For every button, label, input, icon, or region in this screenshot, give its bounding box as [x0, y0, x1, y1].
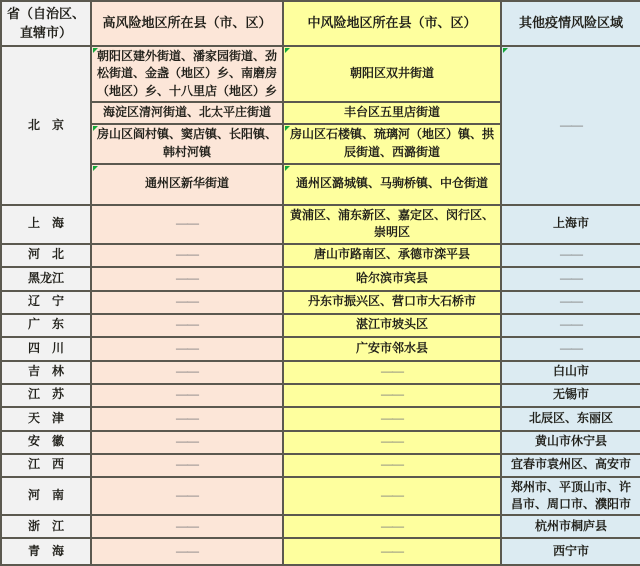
cell-text: 通州区新华街道 — [144, 176, 229, 191]
cell-text: 朝阳区建外街道、潘家园街道、劲松街道、金盏（地区）乡、南磨房（地区）乡、十八里店（地区）乡 — [96, 49, 277, 98]
medium-risk-cell: —— — [283, 538, 501, 565]
excel-error-marker-icon — [93, 48, 98, 53]
other-risk-cell: 杭州市桐庐县 — [501, 515, 640, 538]
excel-error-marker-icon — [285, 48, 290, 53]
medium-risk-cell: —— — [283, 407, 501, 431]
high-risk-cell: —— — [91, 361, 283, 384]
high-risk-cell: —— — [91, 454, 283, 477]
medium-risk-cell: —— — [283, 454, 501, 477]
province-cell: 江 西 — [1, 454, 91, 477]
high-risk-cell: —— — [91, 314, 283, 337]
province-cell: 河 南 — [1, 477, 91, 516]
excel-error-marker-icon — [93, 166, 98, 171]
header-row — [1, 1, 640, 46]
province-cell: 青 海 — [1, 538, 91, 565]
cell-text: 朝阳区双井街道 — [349, 66, 434, 81]
high-risk-cell — [91, 124, 283, 164]
table-row-tianjin — [1, 407, 640, 431]
medium-risk-cell: 丹东市振兴区、营口市大石桥市 — [283, 291, 501, 314]
table-row-jiangxi — [1, 454, 640, 477]
high-risk-cell: —— — [91, 538, 283, 565]
medium-risk-cell: 湛江市坡头区 — [283, 314, 501, 337]
medium-risk-cell: 丰台区五里店街道 — [283, 102, 501, 123]
high-risk-cell: —— — [91, 205, 283, 244]
high-risk-cell: —— — [91, 515, 283, 538]
other-risk-cell: 黄山市休宁县 — [501, 431, 640, 454]
excel-error-marker-icon — [93, 126, 98, 131]
medium-risk-cell: 广安市邻水县 — [283, 337, 501, 361]
high-risk-cell: —— — [91, 431, 283, 454]
medium-risk-cell: —— — [283, 431, 501, 454]
medium-risk-cell — [283, 164, 501, 205]
high-risk-cell: —— — [91, 407, 283, 431]
other-risk-cell: —— — [501, 244, 640, 267]
high-risk-cell: —— — [91, 267, 283, 291]
province-cell: 广 东 — [1, 314, 91, 337]
other-risk-cell: 上海市 — [501, 205, 640, 244]
table-row-hebei — [1, 244, 640, 267]
header-province: 省（自治区、直辖市） — [1, 1, 91, 46]
province-cell: 上 海 — [1, 205, 91, 244]
medium-risk-cell: 黄浦区、浦东新区、嘉定区、闵行区、崇明区 — [283, 205, 501, 244]
medium-risk-cell: —— — [283, 384, 501, 407]
medium-risk-cell: 唐山市路南区、承德市滦平县 — [283, 244, 501, 267]
province-cell: 吉 林 — [1, 361, 91, 384]
table-row-qinghai — [1, 538, 640, 565]
high-risk-cell: —— — [91, 337, 283, 361]
cell-text: —— — [560, 117, 582, 132]
table-row-liaoning — [1, 291, 640, 314]
table-row-zhejiang — [1, 515, 640, 538]
other-risk-cell: 西宁市 — [501, 538, 640, 565]
province-cell: 黑龙江 — [1, 267, 91, 291]
province-cell: 江 苏 — [1, 384, 91, 407]
province-cell-beijing: 北 京 — [1, 46, 91, 205]
province-cell: 辽 宁 — [1, 291, 91, 314]
table-row-henan — [1, 477, 640, 516]
other-risk-cell — [501, 46, 640, 205]
medium-risk-cell: —— — [283, 361, 501, 384]
other-risk-cell: 宜春市袁州区、高安市 — [501, 454, 640, 477]
high-risk-cell: —— — [91, 244, 283, 267]
other-risk-cell: —— — [501, 291, 640, 314]
header-medium-risk: 中风险地区所在县（市、区） — [283, 1, 501, 46]
high-risk-cell — [91, 164, 283, 205]
other-risk-cell: 北辰区、东丽区 — [501, 407, 640, 431]
header-other-risk: 其他疫情风险区域 — [501, 1, 640, 46]
province-cell: 河 北 — [1, 244, 91, 267]
medium-risk-cell: 哈尔滨市宾县 — [283, 267, 501, 291]
header-high-risk: 高风险地区所在县（市、区） — [91, 1, 283, 46]
high-risk-cell: —— — [91, 291, 283, 314]
other-risk-cell: —— — [501, 314, 640, 337]
table-row-heilongjiang — [1, 267, 640, 291]
table-row-jiangsu — [1, 384, 640, 407]
medium-risk-cell — [283, 46, 501, 102]
excel-error-marker-icon — [503, 48, 508, 53]
high-risk-cell: 海淀区清河街道、北太平庄街道 — [91, 102, 283, 123]
province-cell: 天 津 — [1, 407, 91, 431]
table-row-anhui — [1, 431, 640, 454]
medium-risk-cell: —— — [283, 477, 501, 516]
other-risk-cell: 郑州市、平顶山市、许昌市、周口市、濮阳市 — [501, 477, 640, 516]
high-risk-cell: —— — [91, 384, 283, 407]
table-row-jilin — [1, 361, 640, 384]
province-cell: 四 川 — [1, 337, 91, 361]
table-row-shanghai — [1, 205, 640, 244]
cell-text: 房山区阎村镇、窦店镇、长阳镇、韩村河镇 — [96, 127, 277, 159]
province-cell: 安 徽 — [1, 431, 91, 454]
high-risk-cell — [91, 46, 283, 102]
high-risk-cell: —— — [91, 477, 283, 516]
table-row-beijing-1 — [1, 46, 640, 102]
table-row-guangdong — [1, 314, 640, 337]
cell-text: 通州区潞城镇、马驹桥镇、中仓街道 — [295, 176, 488, 191]
other-risk-cell: 白山市 — [501, 361, 640, 384]
medium-risk-cell — [283, 124, 501, 164]
excel-error-marker-icon — [285, 126, 290, 131]
other-risk-cell: —— — [501, 267, 640, 291]
other-risk-cell: —— — [501, 337, 640, 361]
other-risk-cell: 无锡市 — [501, 384, 640, 407]
province-cell: 浙 江 — [1, 515, 91, 538]
medium-risk-cell: —— — [283, 515, 501, 538]
cell-text: 房山区石楼镇、琉璃河（地区）镇、拱辰街道、西潞街道 — [289, 127, 494, 159]
table-row-sichuan — [1, 337, 640, 361]
excel-error-marker-icon — [285, 166, 290, 171]
